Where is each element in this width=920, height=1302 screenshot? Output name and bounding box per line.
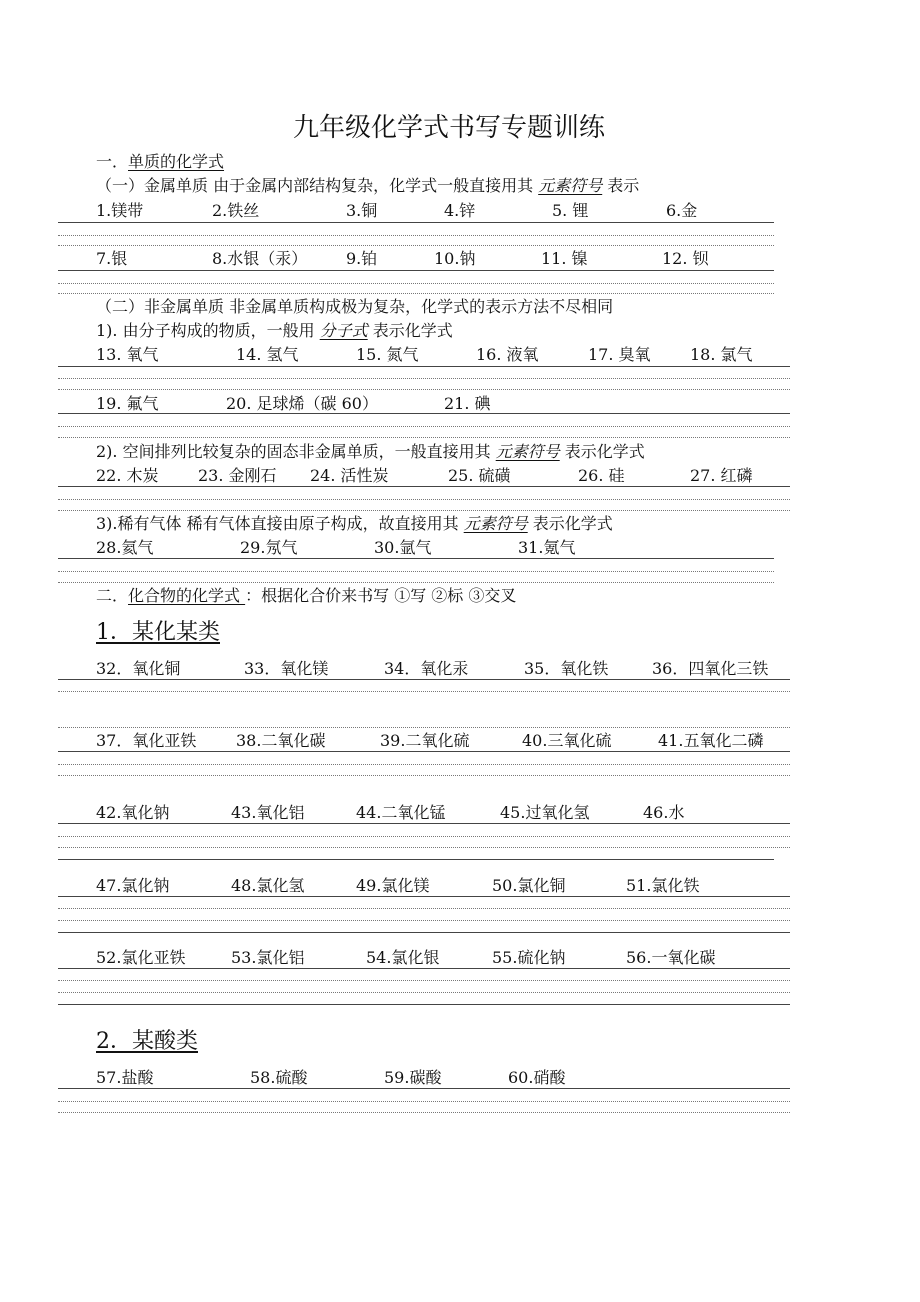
answer-line: [58, 413, 790, 414]
subsection-acids: 2．某酸类: [96, 1029, 198, 1054]
solid-nonmetal-intro: [96, 442, 645, 462]
section-1-heading: [96, 152, 224, 172]
item-24: 24. 活性炭: [310, 466, 389, 485]
solid-intro-fill: 元素符号: [495, 442, 560, 461]
molecular-intro: [96, 321, 453, 341]
item-52: 52.氯化亚铁: [96, 948, 186, 967]
item-5: 5. 锂: [552, 201, 589, 220]
item-43: 43.氧化铝: [231, 803, 305, 822]
answer-line: [58, 571, 774, 572]
item-32: 32．氧化铜: [96, 659, 181, 678]
answer-line: [58, 727, 790, 728]
answer-line: [58, 751, 790, 752]
answer-line: [58, 932, 790, 933]
answer-line: [58, 378, 790, 379]
answer-line: [58, 1112, 790, 1113]
item-49: 49.氯化镁: [356, 876, 430, 895]
item-60: 60.硝酸: [508, 1068, 566, 1087]
gas-intro-post: 表示化学式: [527, 514, 613, 533]
answer-line: [58, 235, 774, 236]
answer-line: [58, 980, 790, 981]
molecular-intro-post: 表示化学式: [367, 321, 453, 340]
answer-line: [58, 510, 790, 511]
item-7: 7.银: [96, 249, 128, 268]
item-29: 29.氖气: [240, 538, 298, 557]
answer-line: [58, 1088, 790, 1089]
gas-intro-pre: 3).稀有气体 稀有气体直接由原子构成，故直接用其: [96, 514, 464, 533]
item-48: 48.氯化氢: [231, 876, 305, 895]
item-30: 30.氩气: [374, 538, 432, 557]
item-23: 23. 金刚石: [198, 466, 277, 485]
metal-intro: [96, 176, 639, 196]
item-12: 12. 钡: [662, 249, 709, 268]
item-34: 34．氧化汞: [384, 659, 469, 678]
item-16: 16. 液氧: [476, 345, 539, 364]
molecular-intro-fill: 分子式: [319, 321, 368, 340]
gas-intro-fill: 元素符号: [463, 514, 528, 533]
item-56: 56.一氧化碳: [626, 948, 716, 967]
item-15: 15. 氮气: [356, 345, 419, 364]
item-33: 33．氧化镁: [244, 659, 329, 678]
item-53: 53.氯化铝: [231, 948, 305, 967]
item-10: 10.钠: [434, 249, 476, 268]
answer-line: [58, 1004, 790, 1005]
item-19: 19. 氟气: [96, 394, 159, 413]
section-2-rule: ：根据化合价来书写 ①写 ②标 ③交叉: [245, 586, 517, 605]
item-28: 28.氦气: [96, 538, 154, 557]
answer-line: [58, 582, 774, 583]
answer-line: [58, 691, 790, 692]
section-2-heading: [96, 586, 516, 606]
answer-line: [58, 270, 774, 271]
subsection-oxide-chloride: 1．某化某类: [96, 620, 220, 645]
metal-intro-post: 表示: [602, 176, 640, 195]
item-13: 13. 氧气: [96, 345, 159, 364]
item-41: 41.五氧化二磷: [658, 731, 764, 750]
item-9: 9.铂: [346, 249, 378, 268]
answer-line: [58, 847, 790, 848]
answer-line: [58, 992, 790, 993]
item-59: 59.碳酸: [384, 1068, 442, 1087]
item-25: 25. 硫磺: [448, 466, 511, 485]
nonmetal-intro: （二）非金属单质 非金属单质构成极为复杂，化学式的表示方法不尽相同: [96, 297, 614, 316]
item-40: 40.三氧化硫: [522, 731, 612, 750]
item-44: 44.二氧化锰: [356, 803, 446, 822]
section-2-number: 二．: [96, 586, 129, 605]
item-2: 2.铁丝: [212, 201, 260, 220]
item-17: 17. 臭氧: [588, 345, 651, 364]
item-58: 58.硫酸: [250, 1068, 308, 1087]
answer-line: [58, 499, 790, 500]
item-4: 4.锌: [444, 201, 476, 220]
item-11: 11. 镍: [541, 249, 588, 268]
answer-line: [58, 366, 790, 367]
answer-line: [58, 293, 774, 294]
page-title: 九年级化学式书写专题训练: [293, 113, 606, 143]
answer-line: [58, 968, 790, 969]
answer-line: [58, 908, 790, 909]
item-21: 21. 碘: [444, 394, 491, 413]
answer-line: [58, 558, 774, 559]
answer-line: [58, 896, 790, 897]
item-26: 26. 硅: [578, 466, 625, 485]
item-27: 27. 红磷: [690, 466, 753, 485]
answer-line: [58, 222, 774, 223]
answer-line: [58, 389, 790, 390]
metal-intro-fill: 元素符号: [538, 176, 603, 195]
item-55: 55.硫化钠: [492, 948, 566, 967]
item-20: 20. 足球烯（碳 60）: [226, 394, 378, 413]
answer-line: [58, 679, 790, 680]
answer-line: [58, 823, 790, 824]
item-46: 46.水: [643, 803, 685, 822]
item-42: 42.氧化钠: [96, 803, 170, 822]
metal-intro-pre: （一）金属单质 由于金属内部结构复杂，化学式一般直接用其: [96, 176, 539, 195]
item-57: 57.盐酸: [96, 1068, 154, 1087]
item-38: 38.二氧化碳: [236, 731, 326, 750]
answer-line: [58, 1101, 790, 1102]
item-31: 31.氪气: [518, 538, 576, 557]
section-2-title: 化合物的化学式: [128, 586, 246, 605]
item-1: 1.镁带: [96, 201, 144, 220]
item-39: 39.二氧化硫: [380, 731, 470, 750]
item-35: 35．氧化铁: [524, 659, 609, 678]
solid-intro-post: 表示化学式: [559, 442, 645, 461]
section-1-title: 单质的化学式: [128, 152, 225, 171]
rare-gas-intro: [96, 514, 613, 534]
answer-line: [58, 920, 790, 921]
answer-line: [58, 426, 790, 427]
item-47: 47.氯化钠: [96, 876, 170, 895]
item-14: 14. 氢气: [236, 345, 299, 364]
item-51: 51.氯化铁: [626, 876, 700, 895]
answer-line: [58, 245, 774, 246]
item-6: 6.金: [666, 201, 698, 220]
item-37: 37．氧化亚铁: [96, 731, 197, 750]
solid-intro-pre: 2). 空间排列比较复杂的固态非金属单质，一般直接用其: [96, 442, 496, 461]
item-36: 36．四氧化三铁: [652, 659, 769, 678]
molecular-intro-pre: 1). 由分子构成的物质，一般用: [96, 321, 320, 340]
item-22: 22. 木炭: [96, 466, 159, 485]
item-18: 18. 氯气: [690, 345, 753, 364]
item-8: 8.水银（汞）: [212, 249, 308, 268]
item-50: 50.氯化铜: [492, 876, 566, 895]
answer-line: [58, 437, 790, 438]
answer-line: [58, 775, 790, 776]
item-54: 54.氯化银: [366, 948, 440, 967]
item-45: 45.过氧化氢: [500, 803, 590, 822]
section-1-number: 一．: [96, 152, 129, 171]
answer-line: [58, 859, 774, 860]
answer-line: [58, 836, 790, 837]
answer-line: [58, 283, 774, 284]
answer-line: [58, 764, 790, 765]
answer-line: [58, 486, 790, 487]
item-3: 3.铜: [346, 201, 378, 220]
